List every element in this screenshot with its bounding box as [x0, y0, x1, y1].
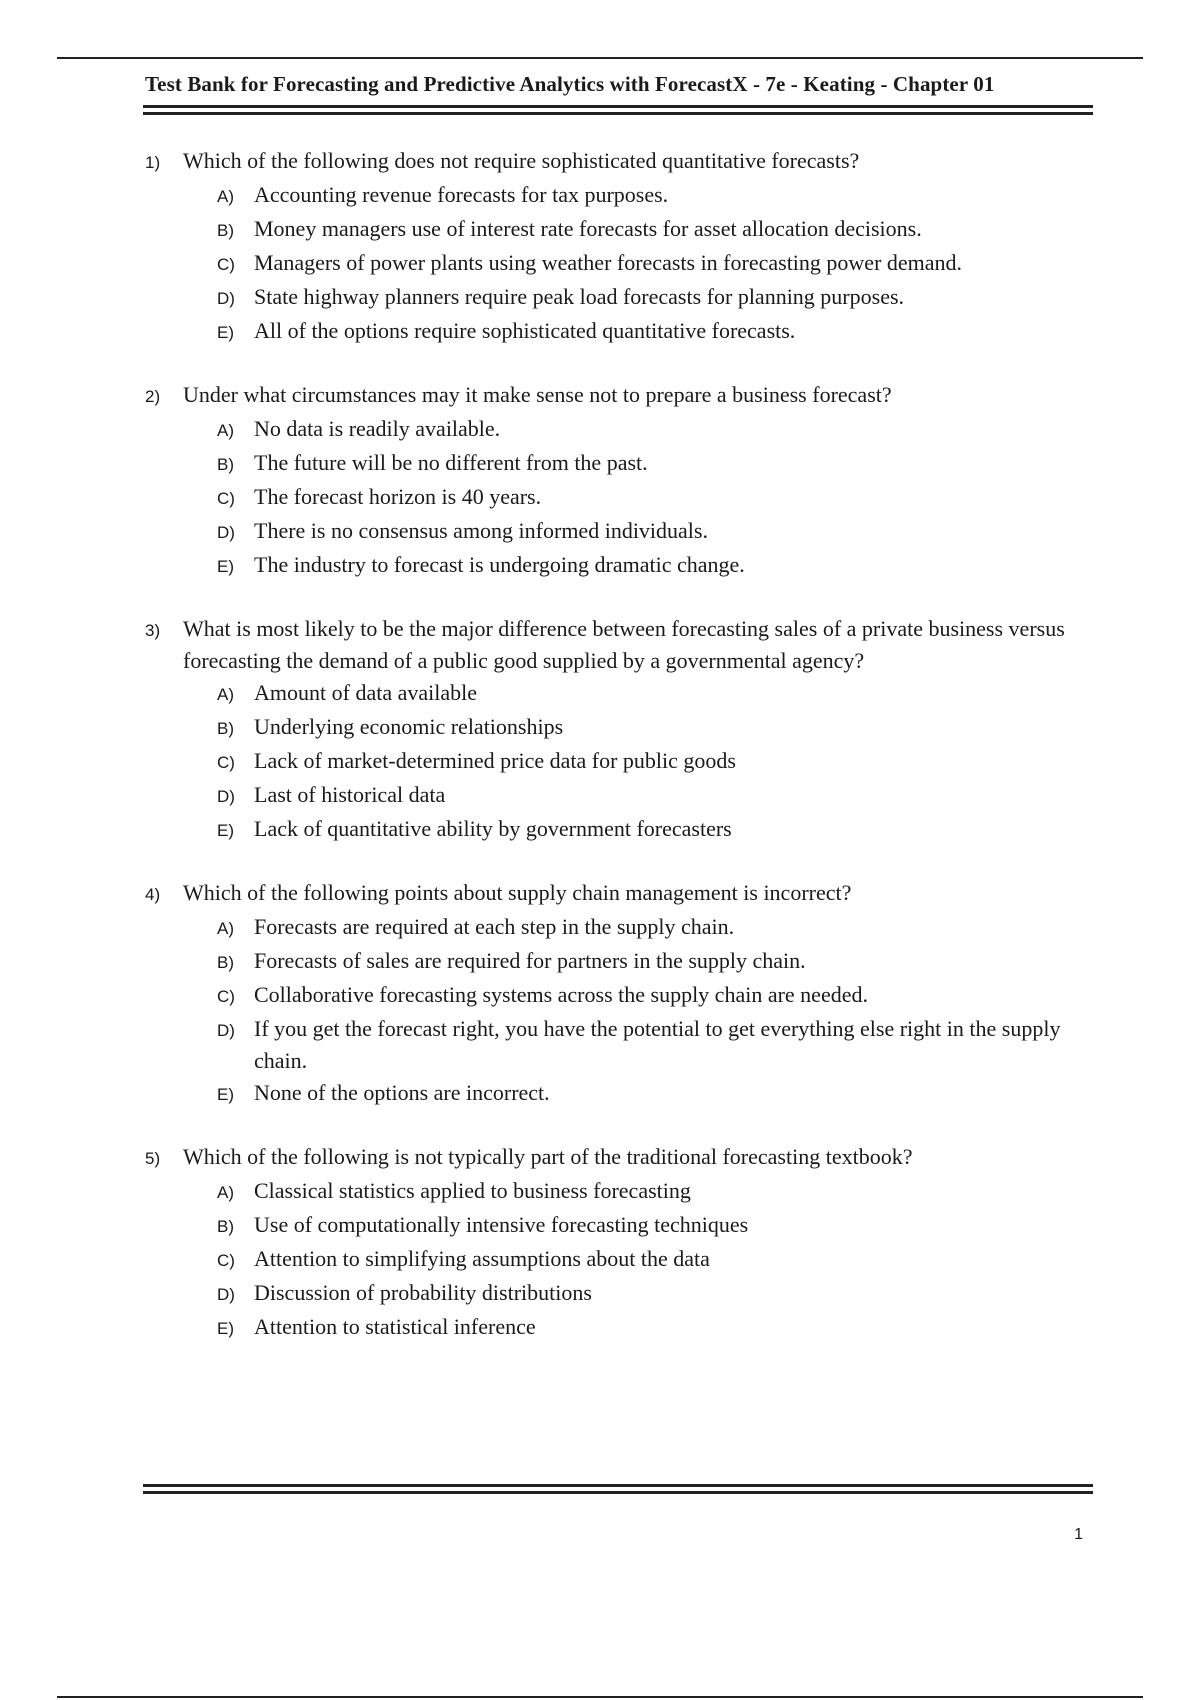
answer-option	[217, 1243, 1095, 1277]
option-letter: A)	[217, 919, 234, 938]
answer-option	[217, 677, 1095, 711]
option-text: The industry to forecast is undergoing dramatic change.	[254, 552, 745, 577]
option-letter: B)	[217, 221, 234, 240]
option-text: Forecasts of sales are required for partners in the supply chain.	[254, 948, 806, 973]
question-number: 1)	[145, 153, 161, 172]
option-text: Collaborative forecasting systems across the supply chain are needed.	[254, 982, 868, 1007]
option-letter: B)	[217, 953, 234, 972]
option-letter: E)	[217, 821, 234, 840]
option-letter: A)	[217, 187, 234, 206]
footer-double-rule	[143, 1484, 1093, 1487]
option-letter: D)	[217, 787, 235, 806]
option-text: Discussion of probability distributions	[254, 1280, 592, 1305]
option-letter: E)	[217, 1319, 234, 1338]
answer-option	[217, 447, 1095, 481]
option-text: All of the options require sophisticated quantitative forecasts.	[254, 318, 796, 343]
option-letter: E)	[217, 557, 234, 576]
answer-option	[217, 745, 1095, 779]
answer-option	[217, 247, 1095, 281]
answer-option	[217, 979, 1095, 1013]
question-2	[145, 379, 1095, 583]
question-number: 3)	[145, 621, 161, 640]
answer-option	[217, 1311, 1095, 1345]
option-text: No data is readily available.	[254, 416, 501, 441]
answer-option	[217, 1013, 1095, 1077]
question-number: 4)	[145, 885, 161, 904]
option-letter: A)	[217, 421, 234, 440]
option-letter: E)	[217, 323, 234, 342]
question-list	[145, 145, 1095, 1375]
answer-option	[217, 179, 1095, 213]
question-3	[145, 613, 1095, 847]
question-number: 5)	[145, 1149, 161, 1168]
option-text: The forecast horizon is 40 years.	[254, 484, 542, 509]
header-double-rule	[143, 105, 1093, 108]
answer-option	[217, 813, 1095, 847]
answer-option	[217, 281, 1095, 315]
option-letter: D)	[217, 523, 235, 542]
question-number: 2)	[145, 387, 161, 406]
option-text: Managers of power plants using weather forecasts in forecasting power demand.	[254, 250, 963, 275]
option-letter: A)	[217, 685, 234, 704]
answer-option	[217, 1077, 1095, 1111]
answer-option	[217, 711, 1095, 745]
answer-option	[217, 779, 1095, 813]
answer-options	[145, 413, 1095, 583]
question-text: Under what circumstances may it make sense not to prepare a business forecast?	[183, 382, 892, 407]
question-text: Which of the following points about supply chain management is incorrect?	[183, 880, 852, 905]
answer-options	[145, 911, 1095, 1111]
option-letter: B)	[217, 455, 234, 474]
option-text: Attention to statistical inference	[254, 1314, 536, 1339]
answer-options	[145, 677, 1095, 847]
option-letter: C)	[217, 987, 235, 1006]
option-text: Amount of data available	[254, 680, 477, 705]
option-letter: D)	[217, 289, 235, 308]
answer-option	[217, 1209, 1095, 1243]
answer-option	[217, 481, 1095, 515]
option-letter: D)	[217, 1285, 235, 1304]
option-text: If you get the forecast right, you have the potential to get everything else right in the supply chain.	[254, 1016, 1061, 1073]
option-text: Underlying economic relationships	[254, 714, 564, 739]
option-letter: C)	[217, 1251, 235, 1270]
answer-options	[145, 179, 1095, 349]
option-letter: E)	[217, 1085, 234, 1104]
answer-option	[217, 549, 1095, 583]
question-text: Which of the following does not require sophisticated quantitative forecasts?	[183, 148, 860, 173]
page-number: 1	[1074, 1526, 1083, 1543]
answer-option	[217, 213, 1095, 247]
option-text: Lack of market-determined price data for public goods	[254, 748, 736, 773]
option-text: Money managers use of interest rate forecasts for asset allocation decisions.	[254, 216, 922, 241]
answer-option	[217, 315, 1095, 349]
option-text: Last of historical data	[254, 782, 446, 807]
option-letter: A)	[217, 1183, 234, 1202]
option-text: Accounting revenue forecasts for tax purposes.	[254, 182, 669, 207]
option-text: None of the options are incorrect.	[254, 1080, 550, 1105]
question-text: What is most likely to be the major difference between forecasting sales of a private business versus forecasting the demand of a public good supplied by a governmental agency?	[183, 616, 1065, 673]
option-letter: B)	[217, 719, 234, 738]
option-text: There is no consensus among informed individuals.	[254, 518, 708, 543]
option-text: Forecasts are required at each step in the supply chain.	[254, 914, 735, 939]
question-4	[145, 877, 1095, 1111]
answer-option	[217, 413, 1095, 447]
option-letter: C)	[217, 753, 235, 772]
answer-option	[217, 945, 1095, 979]
answer-option	[217, 1175, 1095, 1209]
option-text: State highway planners require peak load forecasts for planning purposes.	[254, 284, 905, 309]
answer-option	[217, 515, 1095, 549]
option-text: The future will be no different from the past.	[254, 450, 648, 475]
answer-options	[145, 1175, 1095, 1345]
page-bottom-rule	[57, 1696, 1143, 1698]
option-text: Classical statistics applied to business forecasting	[254, 1178, 691, 1203]
option-letter: C)	[217, 489, 235, 508]
option-text: Lack of quantitative ability by government forecasters	[254, 816, 732, 841]
question-text: Which of the following is not typically part of the traditional forecasting textbook?	[183, 1144, 913, 1169]
question-1	[145, 145, 1095, 349]
option-letter: B)	[217, 1217, 234, 1236]
document-header-title: Test Bank for Forecasting and Predictive Analytics with ForecastX - 7e - Keating - Chapter 01	[145, 72, 995, 96]
option-text: Use of computationally intensive forecasting techniques	[254, 1212, 749, 1237]
answer-option	[217, 1277, 1095, 1311]
option-letter: C)	[217, 255, 235, 274]
question-5	[145, 1141, 1095, 1345]
page-top-rule	[57, 57, 1143, 59]
answer-option	[217, 911, 1095, 945]
option-text: Attention to simplifying assumptions about the data	[254, 1246, 710, 1271]
option-letter: D)	[217, 1021, 235, 1040]
